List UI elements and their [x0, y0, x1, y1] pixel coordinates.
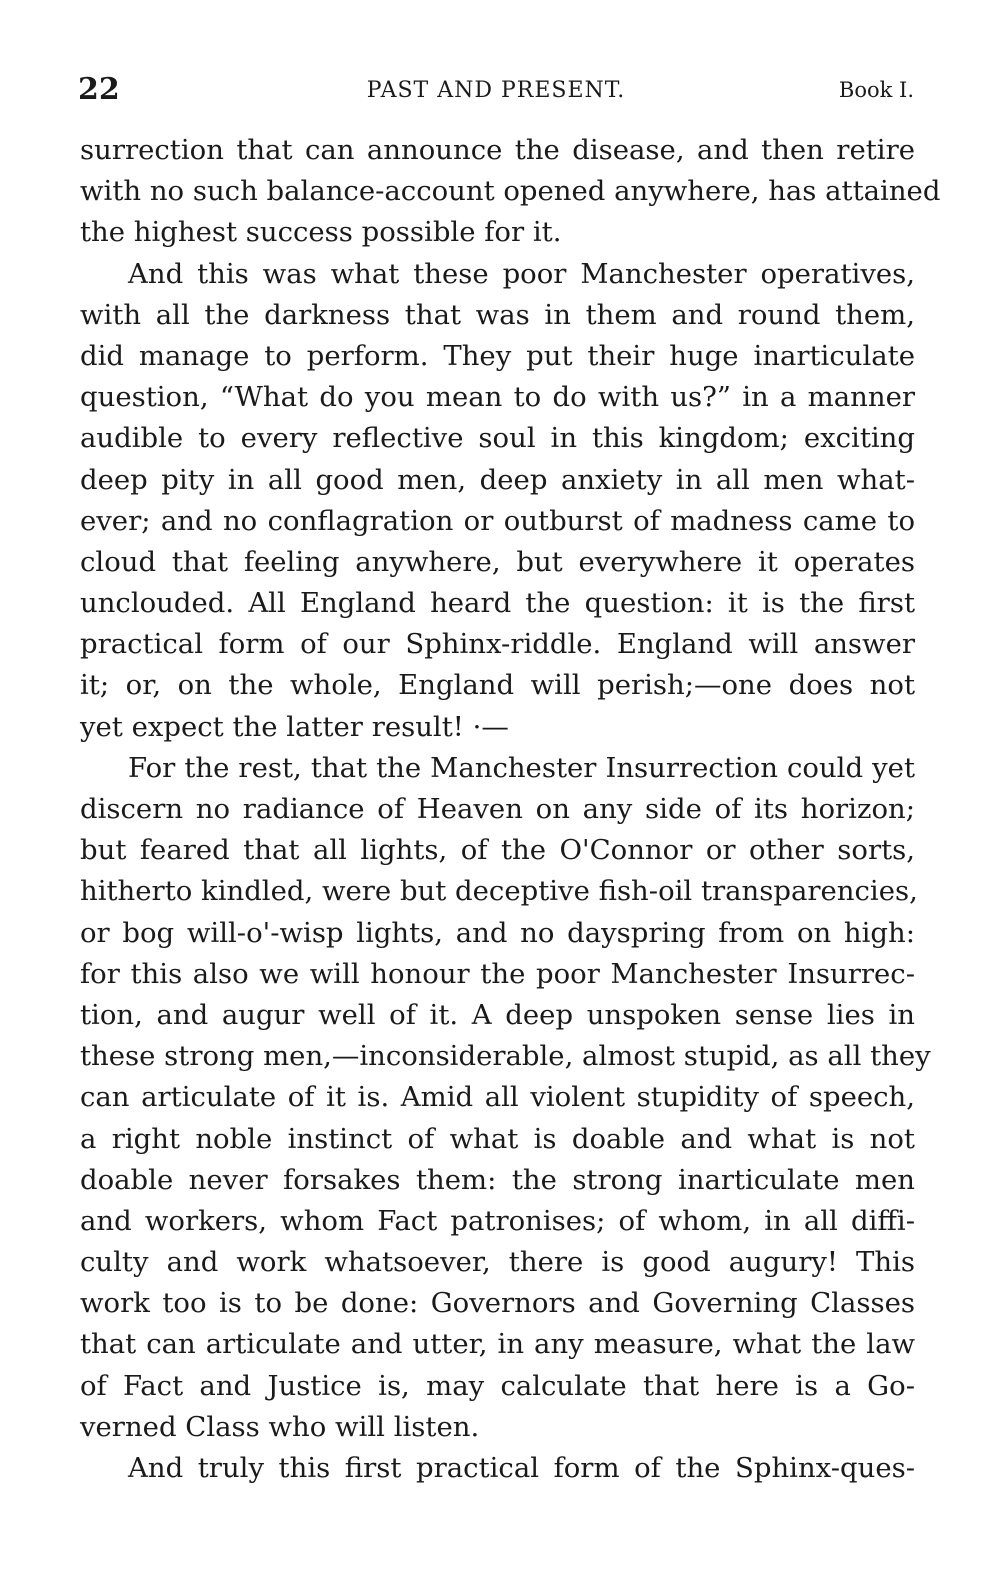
text-line: unclouded. All England heard the question: it is the first [80, 587, 915, 620]
text-line: cloud that feeling anywhere, but everywhere it operates [80, 545, 915, 578]
text-line: surrection that can announce the disease, and then retire [80, 134, 915, 166]
text-line: audible to every reflective soul in this kingdom; exciting [80, 422, 915, 455]
text-line: For the rest, that the Manchester Insurrection could yet [128, 751, 915, 784]
text-line: or bog will-o'-wisp lights, and no dayspring from on high: [80, 916, 915, 949]
text-line: did manage to perform. They put their huge inarticulate [80, 339, 915, 372]
text-line: a right noble instinct of what is doable and what is not [80, 1122, 915, 1155]
text-line: And this was what these poor Manchester operatives, [128, 257, 915, 290]
text-line: and workers, whom Fact patronises; of whom, in all diffi- [80, 1204, 915, 1237]
text-line: practical form of our Sphinx-riddle. England will answer [80, 628, 915, 661]
text-line: these strong men,—inconsiderable, almost stupid, as all they [80, 1040, 931, 1073]
text-line: ever; and no conflagration or outburst of madness came to [80, 504, 915, 537]
page-number: 22 [78, 72, 120, 107]
book-label: Book I. [838, 78, 914, 102]
text-line: doable never forsakes them: the strong inarticulate men [80, 1163, 915, 1196]
page-header [78, 72, 914, 112]
text-line: deep pity in all good men, deep anxiety in all men what- [80, 463, 915, 496]
text-line: verned Class who will listen. [80, 1410, 480, 1443]
text-line: And truly this first practical form of the Sphinx-ques- [128, 1452, 915, 1484]
text-line: it; or, on the whole, England will perish;—one does not [80, 669, 915, 702]
text-line: yet expect the latter result! ·— [80, 710, 509, 743]
running-title: PAST AND PRESENT. [366, 78, 626, 103]
text-line: work too is to be done: Governors and Governing Classes [80, 1287, 915, 1320]
text-line: but feared that all lights, of the O'Connor or other sorts, [80, 834, 915, 867]
text-line: for this also we will honour the poor Manchester Insurrec- [80, 957, 915, 990]
body-text [80, 130, 941, 1489]
text-line: of Fact and Justice is, may calculate that here is a Go- [80, 1369, 915, 1402]
text-line: question, “What do you mean to do with us?” in a manner [80, 381, 915, 414]
text-line: that can articulate and utter, in any measure, what the law [80, 1328, 915, 1361]
text-line: discern no radiance of Heaven on any side of its horizon; [80, 793, 915, 825]
text-line: with no such balance-account opened anywhere, has attained [80, 175, 941, 208]
text-line: hitherto kindled, were but deceptive fish-oil transparencies, [80, 875, 918, 908]
text-line: tion, and augur well of it. A deep unspoken sense lies in [80, 998, 915, 1031]
text-line: the highest success possible for it. [80, 216, 562, 249]
text-line: can articulate of it is. Amid all violent stupidity of speech, [80, 1081, 915, 1114]
text-line: with all the darkness that was in them and round them, [80, 298, 915, 331]
text-line: culty and work whatsoever, there is good augury! This [80, 1246, 915, 1279]
